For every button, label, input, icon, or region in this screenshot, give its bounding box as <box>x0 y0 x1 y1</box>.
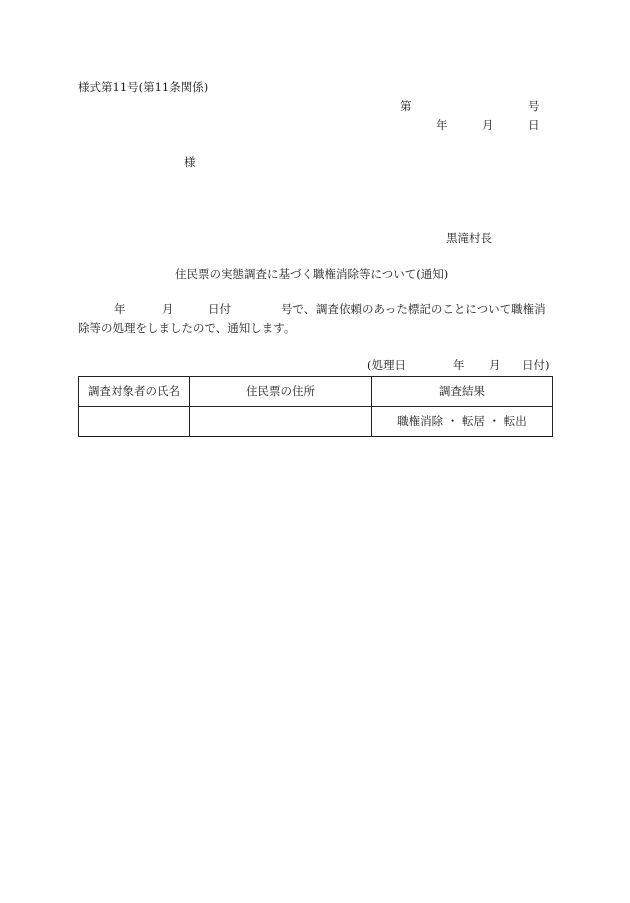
table-header-row <box>79 377 553 407</box>
body-year: 年 <box>114 302 126 316</box>
document-title: 住民票の実態調査に基づく職権消除等について(通知) <box>175 267 449 281</box>
document-number-suffix: 号 <box>528 99 540 113</box>
processing-date-open: (処理日 <box>367 358 406 372</box>
body-month: 月 <box>162 302 174 316</box>
header-resident-address: 住民票の住所 <box>190 377 372 407</box>
cell-subject-name[interactable] <box>79 407 190 437</box>
body-day: 日付 <box>208 302 231 316</box>
sender-name: 黒滝村長 <box>446 231 492 245</box>
date-day: 日 <box>528 118 540 132</box>
body-text-line1: 調査依頼のあった標記のことについて職権消 <box>316 302 546 316</box>
processing-date-year: 年 <box>453 358 465 372</box>
result-table <box>78 376 553 437</box>
processing-date-day: 日付) <box>522 358 550 372</box>
cell-resident-address[interactable] <box>190 407 372 437</box>
date-year: 年 <box>436 118 448 132</box>
header-subject-name: 調査対象者の氏名 <box>79 377 190 407</box>
date-month: 月 <box>482 118 494 132</box>
header-investigation-result: 調査結果 <box>372 377 553 407</box>
processing-date-month: 月 <box>489 358 501 372</box>
cell-result-options: 職権消除 ・ 転居 ・ 転出 <box>372 407 553 437</box>
addressee-honorific: 様 <box>184 155 196 169</box>
document-number-prefix: 第 <box>400 99 412 113</box>
body-number: 号で、 <box>281 302 316 316</box>
table-row <box>79 407 553 437</box>
form-number-label: 様式第11号(第11条関係) <box>78 80 209 94</box>
body-text-line2: 除等の処理をしましたので、通知します。 <box>78 321 296 335</box>
